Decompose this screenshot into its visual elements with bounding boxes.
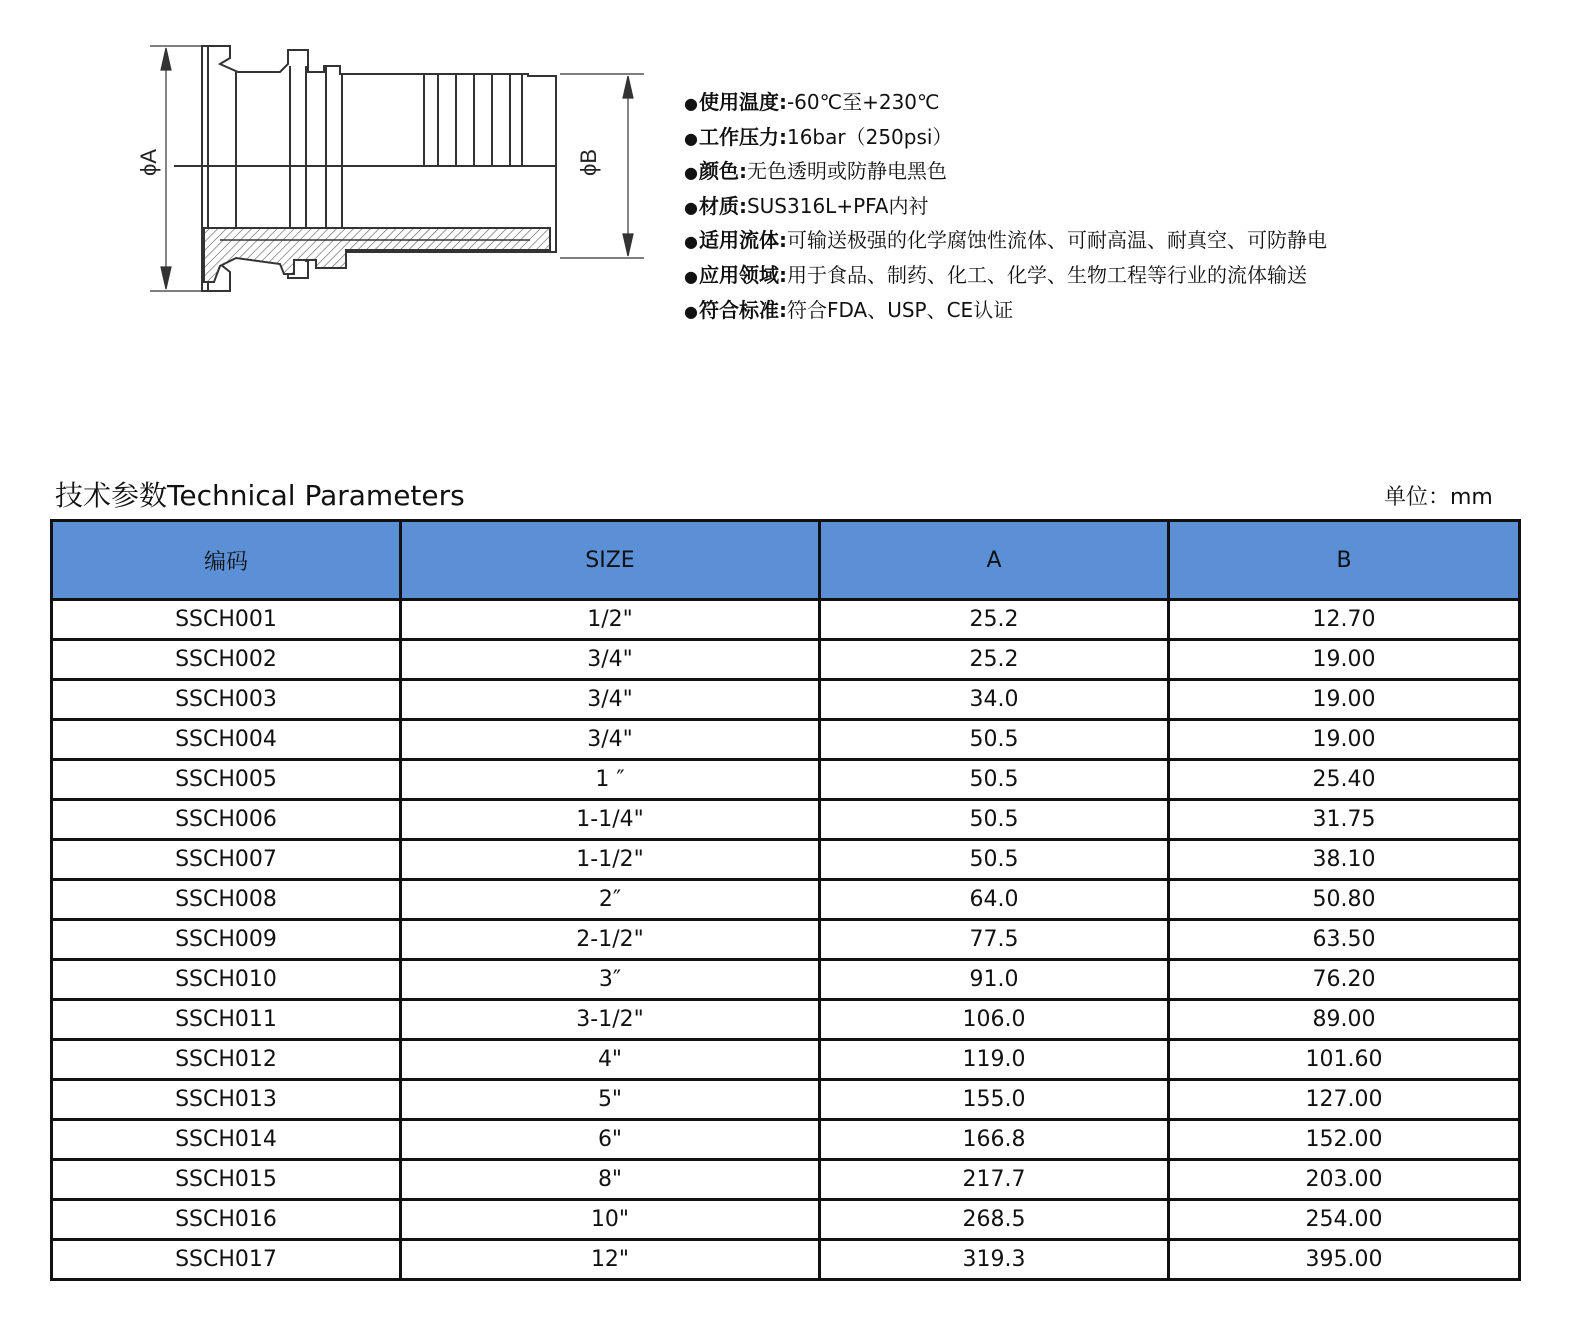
table-header-row [52, 521, 1520, 600]
section-title: 技术参数Technical Parameters [55, 479, 465, 512]
table-row [52, 1000, 1520, 1040]
code-cell: SSCH017 [52, 1240, 401, 1280]
spec-label: 应用领域: [698, 262, 787, 287]
header-size: SIZE [401, 521, 820, 600]
table-row [52, 920, 1520, 960]
spec-label: 工作压力: [698, 124, 787, 149]
b-cell: 50.80 [1169, 880, 1520, 920]
size-cell: 8" [401, 1160, 820, 1200]
a-cell: 64.0 [820, 880, 1169, 920]
spec-value: 可输送极强的化学腐蚀性流体、可耐高温、耐真空、可防静电 [786, 228, 1327, 253]
dimension-b-label: ϕB [576, 149, 601, 176]
size-cell: 3/4" [401, 640, 820, 680]
code-cell: SSCH013 [52, 1080, 401, 1120]
spec-item [684, 121, 1544, 156]
size-cell: 3/4" [401, 720, 820, 760]
spec-item [684, 155, 1544, 190]
table-row [52, 760, 1520, 800]
a-cell: 50.5 [820, 760, 1169, 800]
table-body [52, 600, 1520, 1280]
table-row [52, 1040, 1520, 1080]
size-cell: 5" [401, 1080, 820, 1120]
header-a: A [820, 521, 1169, 600]
code-cell: SSCH004 [52, 720, 401, 760]
a-cell: 25.2 [820, 640, 1169, 680]
b-cell: 152.00 [1169, 1120, 1520, 1160]
b-cell: 19.00 [1169, 720, 1520, 760]
technical-parameters-table [50, 519, 1521, 1281]
header-code: 编码 [52, 521, 401, 600]
size-cell: 1/2" [401, 600, 820, 640]
a-cell: 50.5 [820, 720, 1169, 760]
spec-item [684, 259, 1544, 294]
header-b: B [1169, 521, 1520, 600]
table-row [52, 1200, 1520, 1240]
bullet-icon: ● [684, 266, 698, 286]
bullet-icon: ● [684, 232, 698, 252]
b-cell: 89.00 [1169, 1000, 1520, 1040]
code-cell: SSCH012 [52, 1040, 401, 1080]
a-cell: 34.0 [820, 680, 1169, 720]
bullet-icon: ● [684, 94, 698, 113]
size-cell: 3-1/2" [401, 1000, 820, 1040]
spec-value: -60℃至+230℃ [786, 90, 940, 114]
code-cell: SSCH002 [52, 640, 401, 680]
a-cell: 50.5 [820, 800, 1169, 840]
table-row [52, 640, 1520, 680]
size-cell: 2″ [401, 880, 820, 920]
spec-value: 16bar（250psi） [786, 124, 953, 149]
fitting-cross-section-drawing [130, 36, 660, 306]
size-cell: 3/4" [401, 680, 820, 720]
size-cell: 3″ [401, 960, 820, 1000]
table-row [52, 1240, 1520, 1280]
b-cell: 19.00 [1169, 680, 1520, 720]
spec-value: 用于食品、制药、化工、化学、生物工程等行业的流体输送 [786, 262, 1307, 287]
table-row [52, 720, 1520, 760]
a-cell: 166.8 [820, 1120, 1169, 1160]
code-cell: SSCH015 [52, 1160, 401, 1200]
a-cell: 268.5 [820, 1200, 1169, 1240]
unit-label: 单位：mm [1384, 485, 1493, 510]
dimension-a-label: ϕA [136, 149, 161, 176]
table-row [52, 1080, 1520, 1120]
a-cell: 50.5 [820, 840, 1169, 880]
a-cell: 106.0 [820, 1000, 1169, 1040]
a-cell: 77.5 [820, 920, 1169, 960]
table-row [52, 680, 1520, 720]
bullet-icon: ● [684, 301, 698, 321]
b-cell: 203.00 [1169, 1160, 1520, 1200]
table-row [52, 880, 1520, 920]
code-cell: SSCH007 [52, 840, 401, 880]
bullet-icon: ● [684, 163, 698, 183]
a-cell: 217.7 [820, 1160, 1169, 1200]
a-cell: 319.3 [820, 1240, 1169, 1280]
b-cell: 127.00 [1169, 1080, 1520, 1120]
size-cell: 12" [401, 1240, 820, 1280]
code-cell: SSCH008 [52, 880, 401, 920]
table-row [52, 960, 1520, 1000]
b-cell: 101.60 [1169, 1040, 1520, 1080]
spec-item [684, 224, 1544, 259]
b-cell: 12.70 [1169, 600, 1520, 640]
spec-item [684, 190, 1544, 225]
code-cell: SSCH003 [52, 680, 401, 720]
table-row [52, 600, 1520, 640]
table-row [52, 840, 1520, 880]
spec-label: 适用流体: [698, 228, 787, 253]
b-cell: 31.75 [1169, 800, 1520, 840]
table-row [52, 1120, 1520, 1160]
b-cell: 254.00 [1169, 1200, 1520, 1240]
spec-label: 使用温度: [698, 90, 787, 114]
spec-list [684, 86, 1544, 328]
size-cell: 10" [401, 1200, 820, 1240]
spec-label: 材质: [698, 193, 747, 218]
a-cell: 155.0 [820, 1080, 1169, 1120]
spec-item [684, 86, 1544, 121]
bullet-icon: ● [684, 197, 698, 217]
size-cell: 6" [401, 1120, 820, 1160]
bullet-icon: ● [684, 128, 698, 148]
size-cell: 1-1/2" [401, 840, 820, 880]
b-cell: 38.10 [1169, 840, 1520, 880]
code-cell: SSCH001 [52, 600, 401, 640]
code-cell: SSCH006 [52, 800, 401, 840]
size-cell: 4" [401, 1040, 820, 1080]
b-cell: 63.50 [1169, 920, 1520, 960]
b-cell: 25.40 [1169, 760, 1520, 800]
a-cell: 119.0 [820, 1040, 1169, 1080]
b-cell: 76.20 [1169, 960, 1520, 1000]
size-cell: 1 ″ [401, 760, 820, 800]
code-cell: SSCH011 [52, 1000, 401, 1040]
b-cell: 395.00 [1169, 1240, 1520, 1280]
code-cell: SSCH010 [52, 960, 401, 1000]
spec-label: 颜色: [698, 159, 747, 184]
spec-value: 无色透明或防静电黑色 [746, 159, 947, 184]
a-cell: 91.0 [820, 960, 1169, 1000]
code-cell: SSCH005 [52, 760, 401, 800]
spec-value: 符合FDA、USP、CE认证 [786, 297, 1014, 322]
code-cell: SSCH016 [52, 1200, 401, 1240]
size-cell: 2-1/2" [401, 920, 820, 960]
spec-item [684, 294, 1544, 329]
spec-label: 符合标准: [698, 297, 787, 322]
code-cell: SSCH009 [52, 920, 401, 960]
b-cell: 19.00 [1169, 640, 1520, 680]
table-row [52, 800, 1520, 840]
a-cell: 25.2 [820, 600, 1169, 640]
spec-value: SUS316L+PFA内衬 [746, 193, 929, 218]
code-cell: SSCH014 [52, 1120, 401, 1160]
size-cell: 1-1/4" [401, 800, 820, 840]
table-row [52, 1160, 1520, 1200]
